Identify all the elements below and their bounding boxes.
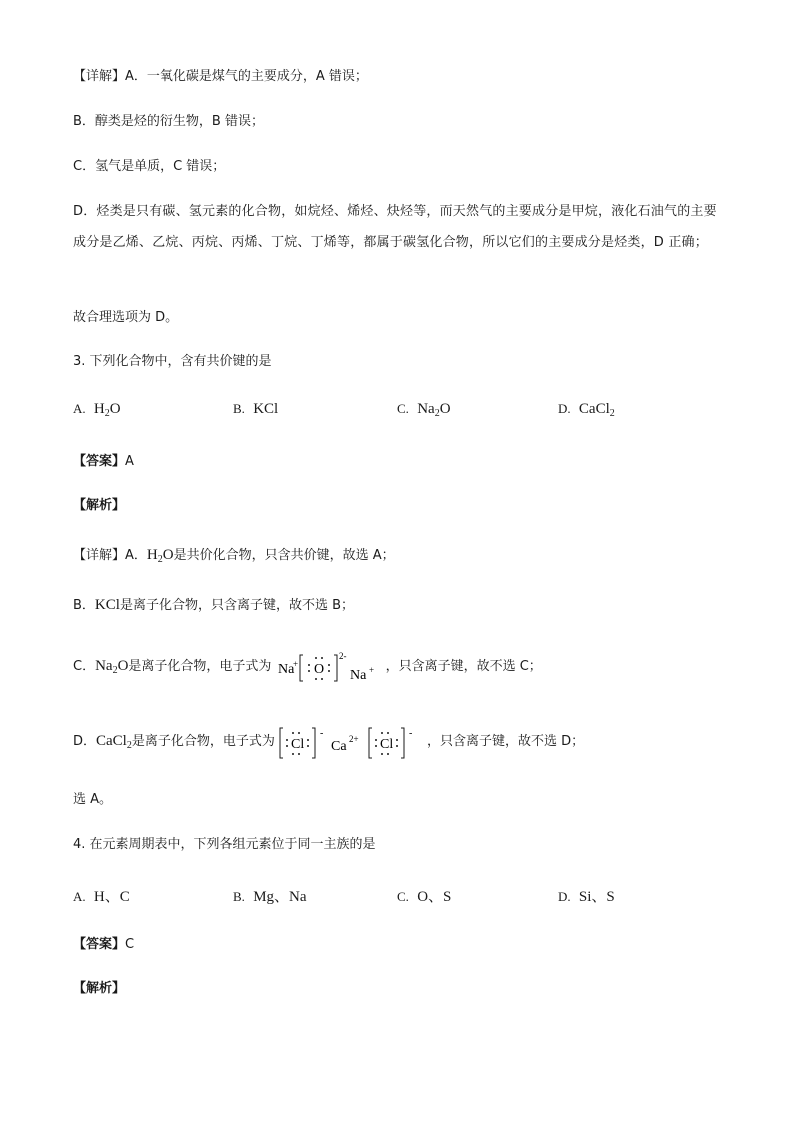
na-right-charge: + xyxy=(368,664,374,675)
q4-option-a: A. H、C xyxy=(73,889,130,905)
ca-symbol: Ca xyxy=(331,738,347,754)
oxide-charge: 2- xyxy=(338,650,347,661)
ca-charge: 2+ xyxy=(349,733,359,744)
answer-tag: 【答案】 xyxy=(73,454,126,469)
q3-detail-a: 【详解】A．$H_2O$是共价化合物，只含共价键，故选 A； xyxy=(73,547,395,565)
detail-tag: 【详解】 xyxy=(73,69,126,84)
detail-text-a: A．一氧化碳是煤气的主要成分，A 错误； xyxy=(125,69,368,84)
detail-line-a xyxy=(73,68,368,86)
question-3-stem: 3. 下列化合物中，含有共价键的是 xyxy=(73,354,272,369)
na-left-charge: + xyxy=(292,658,298,669)
detail-line-d: D．烃类是只有碳、氢元素的化合物，如烷烃、烯烃、炔烃等，而天然气的主要成分是甲烷，液化石油气的主要成分是乙烯、乙烷、丙烷、丙烯、丁烷、丁烯等，都属于碳氢化合物，所以它们的主要成分是烃类，D 正确； xyxy=(73,204,717,250)
answer-value: A xyxy=(125,454,134,469)
q4-option-b: B. Mg、Na xyxy=(233,889,307,905)
question-4-stem: 4. 在元素周期表中，下列各组元素位于同一主族的是 xyxy=(73,837,376,852)
question-3-options xyxy=(73,401,713,421)
q3-option-d: D. CaCl$_2$ xyxy=(558,401,615,419)
q3-conclusion: 选 A。 xyxy=(73,792,113,807)
q3-detail-b: B．KCl是离子化合物，只含离子键，故不选 B； xyxy=(73,597,354,613)
oxygen-symbol: O xyxy=(313,661,324,677)
na-left-symbol: Na xyxy=(277,661,294,677)
q3-option-b: B. KCl xyxy=(233,401,279,417)
question-4-options xyxy=(73,885,713,905)
q3-detail-c: C．$Na_2O$是离子化合物，电子式为 Na + O 2- Na + ，只含离子键，故不选 C； xyxy=(73,646,542,686)
q3-option-a: A. $H_2O$ xyxy=(73,401,121,419)
q4-analysis-tag: 【解析】 xyxy=(73,981,126,996)
detail-line-b: B．醇类是烃的衍生物，B 错误； xyxy=(73,114,264,129)
q4-option-d: D. Si、S xyxy=(558,889,615,905)
q3-option-c: C. $Na_2O$ xyxy=(397,401,451,419)
q3-analysis-tag: 【解析】 xyxy=(73,498,126,513)
cacl2-electron-dot-structure xyxy=(279,722,427,762)
left-bracket xyxy=(300,655,303,681)
answer-value: C xyxy=(125,937,135,952)
answer-tag: 【答案】 xyxy=(73,937,126,952)
conclusion-line: 故合理选项为 D。 xyxy=(73,310,179,325)
cl-right-symbol: Cl xyxy=(380,736,394,752)
cl-left-charge: - xyxy=(320,727,324,739)
cl-right-charge: - xyxy=(409,727,413,739)
na-right-symbol: Na xyxy=(349,667,366,683)
q4-option-c: C. O、S xyxy=(397,889,452,905)
right-bracket xyxy=(334,655,337,681)
detail-line-c: C．氢气是单质，C 错误； xyxy=(73,159,226,174)
q3-detail-d: D．CaCl$_2$是离子化合物，电子式为 Cl - Ca 2+ Cl - ，只含离子键，故不选 D； xyxy=(73,721,584,761)
cl-left-symbol: Cl xyxy=(291,736,305,752)
na2o-electron-dot-structure xyxy=(276,647,386,687)
q3-answer xyxy=(73,453,134,471)
q4-answer xyxy=(73,936,134,954)
